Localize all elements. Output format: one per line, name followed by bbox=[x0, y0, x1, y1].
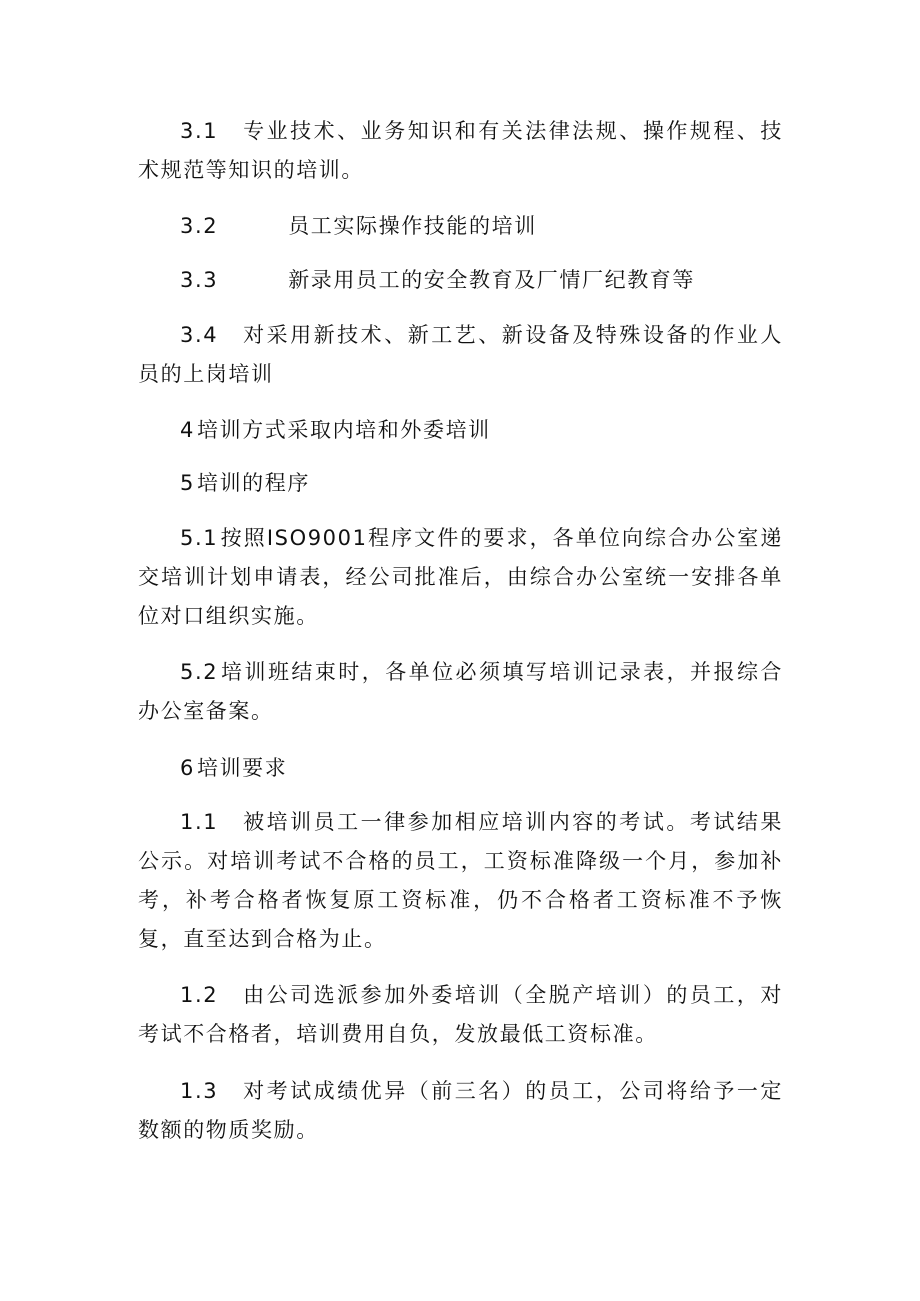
paragraph-1-3 bbox=[138, 1072, 783, 1150]
paragraph-3-2 bbox=[138, 207, 783, 246]
section-number: 3.3 bbox=[180, 268, 219, 292]
paragraph-text: 培训的程序 bbox=[196, 471, 310, 495]
section-number: 3.4 bbox=[180, 323, 219, 347]
heading-5 bbox=[138, 464, 783, 503]
paragraph-text: 培训班结束时，各单位必须填写培训记录表，并报综合办公室备案。 bbox=[138, 660, 783, 723]
section-number: 1.3 bbox=[180, 1079, 219, 1103]
paragraph-1-2 bbox=[138, 976, 783, 1054]
heading-4 bbox=[138, 411, 783, 450]
paragraph-text: 培训方式采取内培和外委培训 bbox=[196, 418, 491, 442]
paragraph-text: 被培训员工一律参加相应培训内容的考试。考试结果公示。对培训考试不合格的员工，工资标准降级一个月，参加补考，补考合格者恢复原工资标准，仍不合格者工资标准不予恢复，直至达到合格为止。 bbox=[138, 810, 783, 951]
section-number: 6 bbox=[180, 756, 195, 780]
paragraph-text: 员工实际操作技能的培训 bbox=[288, 214, 537, 238]
section-number: 3.2 bbox=[180, 214, 219, 238]
section-number: 5.1 bbox=[180, 526, 219, 550]
section-number: 4 bbox=[180, 418, 195, 442]
paragraph-1-1 bbox=[138, 803, 783, 959]
paragraph-text: 培训要求 bbox=[196, 756, 288, 780]
paragraph-5-2 bbox=[138, 653, 783, 731]
paragraph-text: 对采用新技术、新工艺、新设备及特殊设备的作业人员的上岗培训 bbox=[138, 323, 783, 386]
paragraph-3-4 bbox=[138, 316, 783, 394]
section-number: 5 bbox=[180, 471, 195, 495]
heading-6 bbox=[138, 749, 783, 788]
paragraph-text: 新录用员工的安全教育及厂情厂纪教育等 bbox=[288, 268, 696, 292]
paragraph-3-1 bbox=[138, 112, 783, 190]
paragraph-text: 由公司选派参加外委培训（全脱产培训）的员工，对考试不合格者，培训费用自负，发放最低工资标准。 bbox=[138, 983, 783, 1046]
paragraph-3-3 bbox=[138, 261, 783, 300]
section-number: 1.1 bbox=[180, 810, 219, 834]
section-number: 3.1 bbox=[180, 119, 219, 143]
paragraph-5-1 bbox=[138, 519, 783, 636]
paragraph-text: 专业技术、业务知识和有关法律法规、操作规程、技术规范等知识的培训。 bbox=[138, 119, 783, 182]
paragraph-text: 对考试成绩优异（前三名）的员工，公司将给予一定数额的物质奖励。 bbox=[138, 1079, 783, 1142]
section-number: 1.2 bbox=[180, 983, 219, 1007]
section-number: 5.2 bbox=[180, 660, 219, 684]
paragraph-text: 按照ISO9001程序文件的要求，各单位向综合办公室递交培训计划申请表，经公司批准后，由综合办公室统一安排各单位对口组织实施。 bbox=[138, 526, 783, 628]
